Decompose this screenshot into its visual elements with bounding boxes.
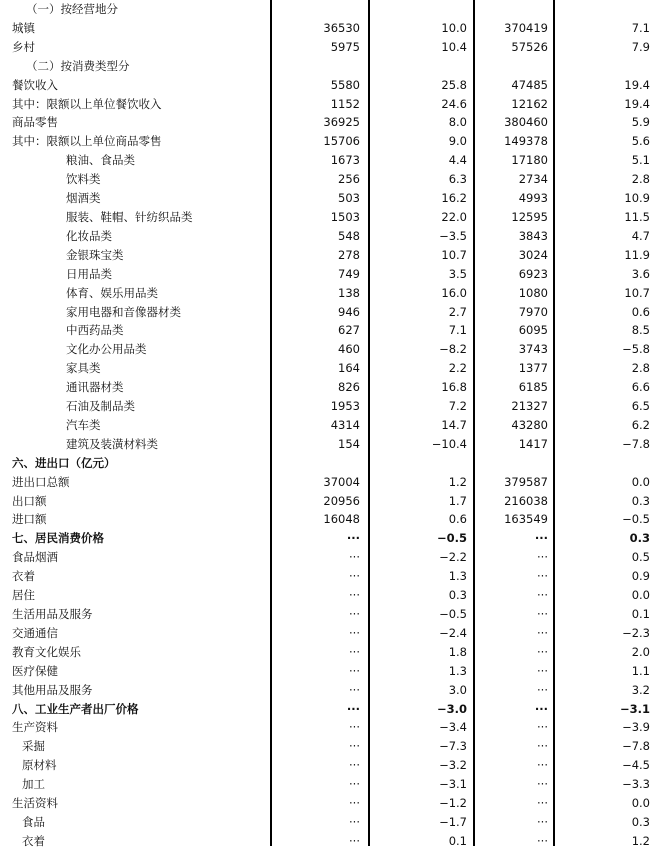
table-row [0, 378, 668, 397]
cell-col-4: −4.5 [622, 758, 650, 773]
row-label: 居住 [12, 588, 35, 603]
table-row [0, 189, 668, 208]
row-label: 原材料 [22, 758, 57, 773]
cell-col-1: 15706 [323, 134, 360, 149]
table-row [0, 492, 668, 511]
cell-col-2: −2.2 [439, 550, 467, 565]
cell-col-2: 10.4 [441, 39, 467, 54]
cell-col-2: 0.6 [448, 512, 467, 527]
cell-col-4: −7.8 [622, 436, 650, 451]
cell-col-2: 10.0 [441, 20, 467, 35]
table-row [0, 737, 668, 756]
cell-col-3: ··· [537, 833, 548, 848]
cell-col-3: ··· [537, 739, 548, 754]
cell-col-3: 57526 [511, 39, 548, 54]
cell-col-3: 370419 [504, 20, 548, 35]
cell-col-2: 1.7 [448, 493, 467, 508]
cell-col-2: −1.2 [439, 796, 467, 811]
cell-col-4: 8.5 [631, 323, 650, 338]
table-row [0, 265, 668, 284]
cell-col-1: 4314 [330, 417, 360, 432]
table-row [0, 284, 668, 303]
row-label: 服装、鞋帽、针纺织品类 [66, 209, 193, 224]
cell-col-3: 380460 [504, 115, 548, 130]
table-row [0, 416, 668, 435]
cell-col-3: ··· [537, 758, 548, 773]
table-row [0, 681, 668, 700]
cell-col-4: −0.5 [622, 512, 650, 527]
cell-col-3: 12162 [511, 96, 548, 111]
table-row [0, 227, 668, 246]
cell-col-2: −3.0 [436, 701, 467, 716]
cell-col-4: 2.8 [631, 361, 650, 376]
cell-col-3: ··· [537, 550, 548, 565]
cell-col-4: 0.0 [631, 796, 650, 811]
cell-col-3: 21327 [511, 399, 548, 414]
table-row [0, 813, 668, 832]
cell-col-2: 22.0 [441, 209, 467, 224]
cell-col-3: 12595 [511, 209, 548, 224]
row-label: 饮料类 [66, 172, 101, 187]
table-row [0, 170, 668, 189]
row-label: 汽车类 [66, 417, 101, 432]
table-row [0, 756, 668, 775]
cell-col-1: 36530 [323, 20, 360, 35]
cell-col-2: −3.5 [439, 228, 467, 243]
cell-col-4: 19.4 [624, 77, 650, 92]
cell-col-3: ··· [537, 644, 548, 659]
cell-col-1: 1673 [330, 153, 360, 168]
cell-col-4: 0.3 [631, 814, 650, 829]
table-row [0, 19, 668, 38]
cell-col-4: −3.9 [622, 720, 650, 735]
cell-col-1: 5975 [330, 39, 360, 54]
table-row [0, 57, 668, 76]
cell-col-1: 946 [338, 304, 360, 319]
cell-col-1: 1503 [330, 209, 360, 224]
cell-col-2: 9.0 [448, 134, 467, 149]
cell-col-2: 8.0 [448, 115, 467, 130]
cell-col-3: 163549 [504, 512, 548, 527]
cell-col-1: 154 [338, 436, 360, 451]
cell-col-2: 3.0 [448, 682, 467, 697]
cell-col-4: 1.1 [631, 663, 650, 678]
cell-col-1: ··· [346, 531, 360, 546]
cell-col-1: ··· [349, 777, 360, 792]
cell-col-4: 3.2 [631, 682, 650, 697]
table-row [0, 340, 668, 359]
cell-col-2: 24.6 [441, 96, 467, 111]
cell-col-4: 6.5 [631, 399, 650, 414]
cell-col-3: ··· [537, 682, 548, 697]
cell-col-4: 0.0 [631, 588, 650, 603]
cell-col-1: ··· [349, 833, 360, 848]
cell-col-4: 10.9 [624, 191, 650, 206]
cell-col-2: 6.3 [448, 172, 467, 187]
cell-col-1: 20956 [323, 493, 360, 508]
cell-col-2: −0.5 [439, 607, 467, 621]
table-row [0, 567, 668, 586]
row-label: 医疗保健 [12, 663, 58, 678]
row-label: 其中：限额以上单位餐饮收入 [12, 96, 162, 111]
cell-col-2: 0.1 [448, 833, 467, 848]
cell-col-1: ··· [346, 701, 360, 716]
row-label: 教育文化娱乐 [12, 644, 81, 659]
cell-col-3: 47485 [511, 77, 548, 92]
cell-col-3: ··· [537, 777, 548, 792]
table-row [0, 794, 668, 813]
cell-col-4: 11.5 [624, 209, 650, 224]
row-label: 体育、娱乐用品类 [66, 285, 158, 300]
cell-col-1: 826 [338, 380, 360, 395]
row-label: 食品烟酒 [12, 550, 58, 565]
cell-col-4: 11.9 [624, 247, 650, 262]
row-label: 餐饮收入 [12, 77, 58, 92]
cell-col-2: 1.3 [448, 663, 467, 678]
cell-col-1: ··· [349, 607, 360, 621]
cell-col-4: 7.9 [631, 39, 650, 54]
row-label: （二）按消费类型分 [26, 58, 130, 73]
cell-col-3: 1377 [518, 361, 548, 376]
table-row [0, 132, 668, 151]
cell-col-1: 16048 [323, 512, 360, 527]
cell-col-1: 460 [338, 342, 360, 357]
cell-col-4: 0.9 [631, 569, 650, 584]
cell-col-1: ··· [349, 796, 360, 811]
row-label: 石油及制品类 [66, 399, 135, 414]
cell-col-3: 3024 [518, 247, 548, 262]
cell-col-3: 6923 [518, 266, 548, 281]
table-row [0, 359, 668, 378]
cell-col-4: 0.3 [629, 531, 650, 546]
cell-col-1: 548 [338, 228, 360, 243]
cell-col-1: ··· [349, 758, 360, 773]
cell-col-1: 1953 [330, 399, 360, 414]
cell-col-2: 14.7 [441, 417, 467, 432]
row-label: 商品零售 [12, 115, 58, 130]
cell-col-3: ··· [537, 588, 548, 603]
row-label: 建筑及装潢材料类 [66, 436, 158, 451]
cell-col-3: 216038 [504, 493, 548, 508]
cell-col-4: 6.2 [631, 417, 650, 432]
cell-col-4: −3.3 [622, 777, 650, 792]
cell-col-4: 2.8 [631, 172, 650, 187]
table-row [0, 548, 668, 567]
row-label: 文化办公用品类 [66, 342, 147, 357]
cell-col-3: 7970 [518, 304, 548, 319]
row-label: 六、进出口（亿元） [12, 455, 116, 470]
cell-col-4: 0.6 [631, 304, 650, 319]
cell-col-1: ··· [349, 625, 360, 640]
cell-col-3: 1417 [518, 436, 548, 451]
cell-col-1: 164 [338, 361, 360, 376]
cell-col-3: ··· [537, 607, 548, 621]
cell-col-3: 1080 [518, 285, 548, 300]
cell-col-2: 25.8 [441, 77, 467, 92]
table-row [0, 113, 668, 132]
row-label: 生活用品及服务 [12, 607, 93, 621]
cell-col-2: 2.7 [448, 304, 467, 319]
row-label: 其他用品及服务 [12, 682, 93, 697]
row-label: 交通通信 [12, 625, 58, 640]
table-row [0, 76, 668, 95]
cell-col-4: 3.6 [631, 266, 650, 281]
table-row [0, 775, 668, 794]
cell-col-1: 36925 [323, 115, 360, 130]
row-label: 衣着 [22, 833, 45, 848]
table-row [0, 208, 668, 227]
cell-col-4: 10.7 [624, 285, 650, 300]
table-row [0, 510, 668, 529]
cell-col-3: 4993 [518, 191, 548, 206]
cell-col-4: 5.1 [631, 153, 650, 168]
row-label: 城镇 [12, 20, 35, 35]
cell-col-1: ··· [349, 550, 360, 565]
table-row [0, 624, 668, 643]
table-row [0, 95, 668, 114]
cell-col-3: 2734 [518, 172, 548, 187]
row-label: 采掘 [22, 739, 45, 754]
cell-col-4: 2.0 [631, 644, 650, 659]
cell-col-3: ··· [537, 796, 548, 811]
cell-col-1: 278 [338, 247, 360, 262]
cell-col-4: 7.1 [631, 20, 650, 35]
cell-col-3: 6095 [518, 323, 548, 338]
row-label: 其中：限额以上单位商品零售 [12, 134, 162, 149]
cell-col-2: −1.7 [439, 814, 467, 829]
cell-col-2: 1.8 [448, 644, 467, 659]
table-row [0, 0, 668, 19]
table-row [0, 529, 668, 548]
row-label: 粮油、食品类 [66, 153, 135, 168]
cell-col-2: −2.4 [439, 625, 467, 640]
cell-col-4: 0.5 [631, 550, 650, 565]
cell-col-4: 5.9 [631, 115, 650, 130]
row-label: 烟酒类 [66, 191, 101, 206]
cell-col-1: 749 [338, 266, 360, 281]
row-label: 进出口总额 [12, 474, 70, 489]
cell-col-2: −3.1 [439, 777, 467, 792]
cell-col-4: 0.0 [631, 474, 650, 489]
cell-col-2: 16.2 [441, 191, 467, 206]
row-label: 家用电器和音像器材类 [66, 304, 181, 319]
cell-col-1: ··· [349, 644, 360, 659]
cell-col-1: ··· [349, 663, 360, 678]
table-row [0, 662, 668, 681]
cell-col-1: 503 [338, 191, 360, 206]
cell-col-3: 149378 [504, 134, 548, 149]
cell-col-3: ··· [534, 531, 548, 546]
table-row [0, 38, 668, 57]
cell-col-2: 7.2 [448, 399, 467, 414]
table-row [0, 151, 668, 170]
cell-col-4: 0.3 [631, 493, 650, 508]
table-row [0, 643, 668, 662]
cell-col-4: −7.8 [622, 739, 650, 754]
table-row [0, 246, 668, 265]
cell-col-2: 4.4 [448, 153, 467, 168]
cell-col-2: −8.2 [439, 342, 467, 357]
cell-col-1: ··· [349, 814, 360, 829]
row-label: 生活资料 [12, 796, 58, 811]
table-row [0, 397, 668, 416]
cell-col-1: 627 [338, 323, 360, 338]
row-label: 化妆品类 [66, 228, 112, 243]
cell-col-4: 1.2 [631, 833, 650, 848]
row-label: 八、工业生产者出厂价格 [12, 701, 139, 716]
cell-col-3: 3743 [518, 342, 548, 357]
cell-col-1: 138 [338, 285, 360, 300]
cell-col-3: 6185 [518, 380, 548, 395]
cell-col-2: −3.4 [439, 720, 467, 735]
cell-col-2: 0.3 [448, 588, 467, 603]
table-row [0, 473, 668, 492]
row-label: 食品 [22, 814, 45, 829]
cell-col-2: 10.7 [441, 247, 467, 262]
cell-col-4: 6.6 [631, 380, 650, 395]
cell-col-2: −10.4 [431, 436, 467, 451]
cell-col-4: −5.8 [622, 342, 650, 357]
cell-col-2: 16.0 [441, 285, 467, 300]
row-label: （一）按经营地分 [26, 2, 118, 16]
table-row [0, 303, 668, 322]
row-label: 家具类 [66, 361, 101, 376]
cell-col-3: 17180 [511, 153, 548, 168]
table-row [0, 832, 668, 851]
cell-col-3: ··· [537, 569, 548, 584]
row-label: 乡村 [12, 39, 35, 54]
cell-col-3: ··· [537, 625, 548, 640]
row-label: 通讯器材类 [66, 380, 124, 395]
table-row [0, 454, 668, 473]
cell-col-3: ··· [537, 814, 548, 829]
table-row [0, 321, 668, 340]
cell-col-2: 3.5 [448, 266, 467, 281]
row-label: 七、居民消费价格 [12, 531, 104, 546]
cell-col-1: ··· [349, 682, 360, 697]
cell-col-3: ··· [537, 720, 548, 735]
cell-col-2: 1.2 [448, 474, 467, 489]
row-label: 中西药品类 [66, 323, 124, 338]
row-label: 出口额 [12, 493, 47, 508]
cell-col-1: 5580 [330, 77, 360, 92]
cell-col-3: ··· [537, 663, 548, 678]
row-label: 日用品类 [66, 266, 112, 281]
table-row [0, 586, 668, 605]
cell-col-4: 19.4 [624, 96, 650, 111]
row-label: 金银珠宝类 [66, 247, 124, 262]
cell-col-2: −3.2 [439, 758, 467, 773]
cell-col-2: 2.2 [448, 361, 467, 376]
cell-col-2: −7.3 [439, 739, 467, 754]
cell-col-3: 43280 [511, 417, 548, 432]
row-label: 生产资料 [12, 720, 58, 735]
cell-col-1: 37004 [323, 474, 360, 489]
cell-col-1: 256 [338, 172, 360, 187]
cell-col-3: 3843 [518, 228, 548, 243]
table-row [0, 718, 668, 737]
row-label: 进口额 [12, 512, 47, 527]
cell-col-2: 16.8 [441, 380, 467, 395]
table-row [0, 605, 668, 624]
cell-col-1: ··· [349, 720, 360, 735]
table-row [0, 700, 668, 719]
cell-col-1: ··· [349, 739, 360, 754]
cell-col-2: −0.5 [436, 531, 467, 546]
row-label: 衣着 [12, 569, 35, 584]
cell-col-2: 7.1 [448, 323, 467, 338]
cell-col-4: −3.1 [619, 701, 650, 716]
cell-col-1: ··· [349, 569, 360, 584]
row-label: 加工 [22, 777, 45, 792]
cell-col-2: 1.3 [448, 569, 467, 584]
cell-col-1: 1152 [330, 96, 360, 111]
cell-col-3: 379587 [504, 474, 548, 489]
cell-col-1: ··· [349, 588, 360, 603]
cell-col-4: 5.6 [631, 134, 650, 149]
cell-col-3: ··· [534, 701, 548, 716]
cell-col-4: 4.7 [631, 228, 650, 243]
cell-col-4: 0.1 [631, 607, 650, 621]
table-row [0, 435, 668, 454]
cell-col-4: −2.3 [622, 625, 650, 640]
